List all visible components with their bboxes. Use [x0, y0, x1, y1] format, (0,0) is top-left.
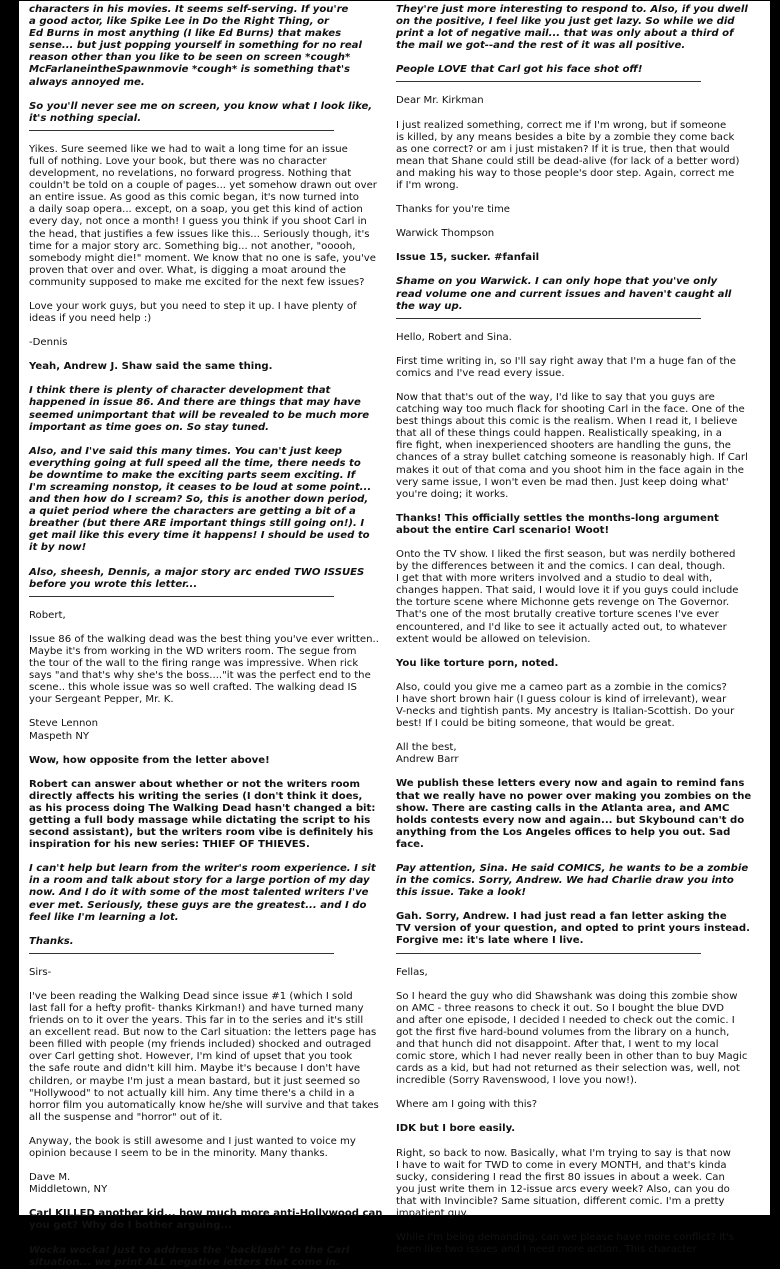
- letter-paragraph: [396, 1148, 734, 1221]
- text-line: encountered, and I'd like to see it actually acted out, to whatever: [396, 621, 727, 633]
- paragraph-gap: [396, 1220, 734, 1232]
- text-line: Also, could you give me a cameo part as a zombie in the comics?: [396, 681, 727, 693]
- letter-paragraph: [29, 633, 379, 707]
- text-line: friends on to it over the years. This far in to the series and it's still: [29, 1015, 364, 1027]
- text-line: extent would be allowed on television.: [396, 633, 591, 645]
- paragraph-gap: [29, 289, 367, 301]
- text-line: cards as a kid, but had not returned as their selection was, well, not: [396, 1063, 740, 1075]
- editor-response: [29, 863, 376, 923]
- paragraph-gap: [396, 192, 734, 204]
- text-line: chances of a stray bullet catching someone is reasonably high. If Carl: [396, 452, 748, 464]
- text-line: Carl KILLED another kid... how much more anti-Hollywood can: [29, 1208, 383, 1220]
- text-line: community supposed to make me excited for the next few issues?: [29, 276, 365, 288]
- text-line: print a lot of negative mail... that was only about a third of: [396, 28, 734, 40]
- paragraph-gap: [29, 325, 367, 337]
- text-line: Warwick Thompson: [396, 228, 495, 240]
- editor-response: [29, 755, 367, 767]
- text-line: and that hunch did not disappoint. After that, I went to my local: [396, 1039, 719, 1050]
- editor-response: [396, 4, 748, 52]
- text-line: if I'm wrong.: [396, 180, 459, 192]
- text-line: in a room and talk about story for a large portion of my day: [29, 875, 370, 887]
- text-line: best! If I could be biting someone, that would be great.: [396, 718, 675, 730]
- paragraph-gap: [29, 767, 367, 779]
- letter-paragraph: [396, 332, 734, 344]
- paragraph-gap: [396, 1111, 734, 1123]
- text-line: I've been reading the Walking Dead since issue #1 (which I sold: [29, 990, 353, 1002]
- paragraph-gap: [396, 646, 734, 658]
- text-line: changes happen. That said, I would love it if you guys could include: [396, 585, 739, 597]
- paragraph-gap: [29, 622, 367, 634]
- letter-paragraph: [29, 301, 367, 325]
- text-line: face.: [396, 838, 424, 850]
- text-line: That's one of the most brutally creative torture scenes I've ever: [396, 609, 719, 621]
- section-divider: [396, 318, 701, 319]
- text-line: as his process doing The Walking Dead hasn't changed a bit:: [29, 802, 376, 814]
- paragraph-gap: [396, 979, 734, 991]
- text-line: They're just more interesting to respond to. Also, if you dwell: [396, 4, 748, 15]
- paragraph-gap: [29, 743, 367, 755]
- text-line: as one correct? or am i just mistaken? If it is true, then that would: [396, 143, 730, 155]
- paragraph-gap: [29, 1233, 367, 1245]
- text-line: comics and I've read every issue.: [396, 367, 565, 379]
- paragraph-gap: [396, 240, 734, 252]
- editor-response: [29, 1245, 367, 1269]
- editor-response: [396, 252, 734, 264]
- text-line: ideas if you need help :): [29, 313, 152, 325]
- letter-paragraph: [29, 1136, 367, 1160]
- letter-paragraph: [396, 967, 734, 979]
- text-line: I think there is plenty of character development that: [29, 385, 331, 397]
- text-line: in the comics. Sorry, Andrew. We had Charlie draw you into: [396, 875, 734, 887]
- text-line: Issue 15, sucker. #fanfail: [396, 252, 540, 264]
- text-line: been like two issues and I need more action. This character: [396, 1244, 697, 1256]
- text-line: a daily soap opera... except, on a soap, you get this kind of action: [29, 204, 363, 216]
- letter-paragraph: [396, 990, 748, 1088]
- text-line: everything going at full speed all the time, there needs to: [29, 457, 361, 469]
- letters-page: [18, 0, 771, 1268]
- letter-paragraph: [396, 682, 734, 730]
- text-line: catching way too much flack for shooting Carl in the face. One of the: [396, 404, 745, 416]
- text-line: So you'll never see me on screen, you know what I look like,: [29, 100, 373, 112]
- letter-paragraph: [396, 742, 734, 766]
- text-line: People LOVE that Carl got his face shot off!: [396, 64, 643, 76]
- text-line: important as time goes on. So stay tuned.: [29, 421, 270, 433]
- text-line: Anyway, the book is still awesome and I just wanted to voice my: [29, 1135, 356, 1147]
- letter-paragraph: [396, 95, 734, 107]
- text-line: -Dennis: [29, 337, 68, 349]
- editor-response: [29, 567, 367, 591]
- text-line: all the suspense and "horror" out of it.: [29, 1111, 223, 1123]
- text-line: it's nothing special.: [29, 112, 142, 124]
- text-line: proven that over and over. What, is digging a moat around the: [29, 264, 346, 276]
- letter-paragraph: [29, 337, 367, 349]
- paragraph-gap: [396, 380, 734, 392]
- text-line: sense... but just popping yourself in something for no real: [29, 40, 362, 52]
- text-line: I get that with more writers involved and a studio to deal with,: [396, 573, 713, 585]
- editor-response: [29, 385, 370, 433]
- text-line: holds contests every now and again... but Skybound can't do: [396, 814, 745, 826]
- text-line: always annoyed me.: [29, 76, 145, 88]
- text-line: Forgive me: it's late where I live.: [396, 935, 584, 947]
- paragraph-gap: [29, 373, 367, 385]
- paragraph-gap: [396, 537, 734, 549]
- text-line: I'm screaming nonstop, it ceases to be loud at some point...: [29, 482, 372, 493]
- paragraph-gap: [29, 979, 367, 991]
- left-column: [29, 4, 383, 1269]
- paragraph-gap: [396, 108, 734, 120]
- text-line: Fellas,: [396, 966, 428, 978]
- editor-response: [29, 445, 372, 555]
- text-line: directly affects his writing the series (I don't think it does,: [29, 790, 363, 802]
- text-line: "Hollywood" to not actually kill him. Any time there's a child in a: [29, 1087, 355, 1099]
- text-line: Maybe it's from working in the WD writers room. The segue from: [29, 645, 357, 657]
- paragraph-gap: [396, 730, 734, 742]
- text-line: IDK but I bore easily.: [396, 1123, 516, 1135]
- text-line: get mail like this every time it happens! I should be used to: [29, 530, 370, 542]
- text-line: situation... we print ALL negative letters that come in.: [29, 1256, 340, 1268]
- editor-response: [29, 361, 367, 373]
- letter-paragraph: [29, 718, 367, 742]
- text-line: couldn't be told on a couple of pages... yet somehow drawn out over: [29, 180, 377, 192]
- text-line: now. And I do it with some of the most talented writers I've: [29, 887, 369, 899]
- paragraph-gap: [396, 1136, 734, 1148]
- editor-response: [396, 64, 734, 76]
- text-line: reason other than you like to be seen on screen *cough*: [29, 52, 351, 64]
- text-line: comic store, which I had never really been in other than to buy Magic: [396, 1051, 748, 1063]
- section-divider: [396, 81, 701, 82]
- letter-paragraph: [29, 990, 379, 1124]
- text-line: the mail we got--and the rest of it was all positive.: [396, 40, 686, 52]
- text-line: the tour of the wall to the firing range was impressive. When rick: [29, 658, 359, 670]
- paragraph-gap: [396, 264, 734, 276]
- text-line: sucky, considering I read the first 80 issues in about a week. Can: [396, 1171, 725, 1183]
- editor-response: [396, 911, 750, 947]
- text-line: second assistant), but the writers room vibe is definitely his: [29, 827, 374, 839]
- text-line: the head, that justifies a few issues like this... Seriously though, it's: [29, 228, 370, 240]
- text-line: you're doing; it works.: [396, 488, 509, 500]
- text-line: Thanks for you're time: [396, 204, 511, 216]
- paragraph-gap: [396, 501, 734, 513]
- text-line: characters in his movies. It seems self-serving. If you're: [29, 4, 349, 15]
- text-line: and after one episode, I decided I needed to check out the comic. I: [396, 1014, 735, 1026]
- text-line: Wocka wocka! Just to address the "backlash" to the Carl: [29, 1244, 350, 1256]
- section-divider: [29, 596, 334, 597]
- text-line: happened in issue 86. And there are things that may have: [29, 397, 361, 409]
- editor-response: [29, 100, 373, 125]
- editor-response: [396, 276, 734, 312]
- paragraph-gap: [396, 1087, 734, 1099]
- right-column: [396, 4, 752, 1256]
- text-line: Thanks.: [29, 935, 74, 947]
- paragraph-gap: [396, 216, 734, 228]
- text-line: Yeah, Andrew J. Shaw said the same thing.: [29, 361, 273, 373]
- text-line: I just realized something, correct me if I'm wrong, but if someone: [396, 119, 727, 131]
- text-line: You like torture porn, noted.: [396, 657, 559, 669]
- text-line: While I'm being demanding, can we please have more conflict? It's: [396, 1232, 735, 1244]
- text-line: an excellent read. But now to the Carl situation: the letters page has: [29, 1027, 377, 1039]
- paragraph-gap: [29, 1160, 367, 1172]
- letter-paragraph: [29, 967, 367, 979]
- paragraph-gap: [29, 1196, 367, 1208]
- text-line: been filled with people (my friends included) shocked and outraged: [29, 1039, 372, 1051]
- editor-response: [396, 658, 734, 670]
- letter-paragraph: [396, 549, 739, 646]
- text-line: Robert can answer about whether or not the writers room: [29, 778, 361, 790]
- paragraph-gap: [396, 52, 734, 64]
- text-line: feel like I'm learning a lot.: [29, 911, 179, 923]
- text-line: and then how do I scream? So, this is another down period,: [29, 494, 369, 506]
- text-line: fire fight, when inexperienced shooters are handling the guns, the: [396, 440, 732, 452]
- paragraph-gap: [396, 670, 734, 682]
- text-line: Pay attention, Sina. He said COMICS, he wants to be a zombie: [396, 862, 749, 874]
- letter-paragraph: [29, 1172, 367, 1196]
- text-line: horror film you automatically know he/she will survive and that takes: [29, 1099, 379, 1111]
- paragraph-gap: [29, 851, 367, 863]
- text-line: All the best,: [396, 742, 457, 754]
- text-line: the safe route and didn't kill him. Maybe it's because I don't have: [29, 1063, 361, 1075]
- text-line: I can't help but learn from the writer's room experience. I sit: [29, 863, 376, 875]
- text-line: somebody might die!" moment. We know that no one is safe, you've: [29, 252, 376, 264]
- text-line: So I heard the guy who did Shawshank was doing this zombie show: [396, 990, 738, 1002]
- text-line: Where am I going with this?: [396, 1099, 538, 1111]
- text-line: read volume one and current issues and haven't caught all: [396, 288, 732, 300]
- editor-response: [396, 862, 749, 899]
- text-line: getting a full body massage while dictating the script to his: [29, 814, 371, 826]
- editor-response: [29, 4, 367, 89]
- paragraph-gap: [396, 899, 734, 911]
- paragraph-gap: [396, 851, 734, 863]
- text-line: show. There are casting calls in the Atlanta area, and AMC: [396, 802, 730, 814]
- text-line: children, or maybe I'm just a mean bastard, but it just seemed so: [29, 1075, 361, 1087]
- text-line: the torture scene where Michonne gets revenge on The Governor.: [396, 597, 730, 609]
- paragraph-gap: [29, 555, 367, 567]
- paragraph-gap: [396, 344, 734, 356]
- text-line: Love your work guys, but you need to step it up. I have plenty of: [29, 300, 357, 312]
- letter-paragraph: [396, 356, 734, 380]
- letter-paragraph: [29, 610, 367, 622]
- text-line: Issue 86 of the walking dead was the best thing you've ever written..: [29, 633, 379, 645]
- text-line: by the differences between it and the comics. I can deal, though.: [396, 561, 726, 573]
- letter-paragraph: [396, 391, 748, 501]
- text-line: opinion because I seem to be in the minority. Many thanks.: [29, 1148, 328, 1160]
- text-line: impatient guy.: [396, 1208, 469, 1220]
- text-line: I have to wait for TWD to come in every MONTH, and that's kinda: [396, 1159, 727, 1171]
- text-line: that all of these things could happen. Realistically speaking, in a: [396, 428, 722, 440]
- text-line: Maspeth NY: [29, 730, 90, 742]
- text-line: a good actor, like Spike Lee in Do the Right Thing, or: [29, 16, 330, 28]
- text-line: about the entire Carl scenario! Woot!: [396, 524, 610, 536]
- text-line: time for a major story arc. Something big... not another, "ooooh,: [29, 240, 356, 252]
- text-line: Ed Burns in most anything (I like Ed Burns) that makes: [29, 28, 342, 40]
- text-line: Dear Mr. Kirkman: [396, 95, 484, 107]
- text-line: very same issue, I won't even be mad then. Just keep doing what': [396, 476, 729, 488]
- editor-response: [29, 778, 376, 852]
- text-line: that with Invincible? Same situation, different comic. I'm a pretty: [396, 1195, 725, 1207]
- text-line: Middletown, NY: [29, 1184, 108, 1196]
- text-line: Wow, how opposite from the letter above!: [29, 754, 270, 766]
- text-line: mean that Shane could still be dead-alive (for lack of a better word): [396, 155, 740, 167]
- editor-response: [396, 513, 734, 537]
- text-line: inspiration for his new series: THIEF OF THIEVES.: [29, 839, 310, 851]
- text-line: TV version of your question, and opted to print yours instead.: [396, 923, 750, 935]
- paragraph-gap: [396, 766, 734, 778]
- section-divider: [29, 130, 334, 131]
- text-line: Also, and I've said this many times. You can't just keep: [29, 445, 343, 457]
- text-line: you just write them in 12-issue arcs every week? Also, can you do: [396, 1183, 730, 1195]
- text-line: on the positive, I feel like you just get lazy. So while we did: [396, 16, 735, 28]
- text-line: a quiet period where the characters are getting a bit of a: [29, 506, 356, 518]
- editor-response: [29, 1208, 383, 1232]
- text-line: Robert,: [29, 609, 66, 621]
- text-line: best things about this comic is the realism. When I read it, I believe: [396, 416, 738, 428]
- paragraph-gap: [29, 1124, 367, 1136]
- text-line: development, no revelations, no forward progress. Nothing that: [29, 168, 352, 180]
- text-line: full of nothing. Love your book, but there was no character: [29, 155, 327, 167]
- text-line: Sirs-: [29, 966, 52, 978]
- text-line: Yikes. Sure seemed like we had to wait a long time for an issue: [29, 143, 348, 155]
- text-line: scene.. this whole issue was so well crafted. The walking dead IS: [29, 682, 357, 694]
- text-line: Right, so back to now. Basically, what I'm trying to say is that now: [396, 1147, 731, 1159]
- paragraph-gap: [29, 89, 367, 101]
- letter-paragraph: [396, 1099, 734, 1111]
- text-line: Also, sheesh, Dennis, a major story arc ended TWO ISSUES: [29, 566, 365, 578]
- text-line: an entire issue. As good as this comic began, it's now turned into: [29, 192, 359, 204]
- text-line: says "and that's why she's the boss...."it was the perfect end to the: [29, 670, 371, 682]
- letter-paragraph: [29, 143, 377, 289]
- text-line: We publish these letters every now and again to remind fans: [396, 778, 745, 790]
- text-line: on AMC - three reasons to check it out. So I bought the blue DVD: [396, 1002, 725, 1014]
- text-line: got the first five hard-bound volumes from the library on a hunch,: [396, 1026, 730, 1038]
- text-line: First time writing in, so I'll say right away that I'm a huge fan of the: [396, 355, 736, 367]
- text-line: that we really have no power over making you zombies on the: [396, 790, 752, 802]
- editor-response: [29, 936, 367, 948]
- text-line: this issue. Take a look!: [396, 887, 527, 899]
- text-line: incredible (Sorry Ravenswood, I love you now!).: [396, 1075, 638, 1087]
- letter-paragraph: [396, 204, 734, 216]
- text-line: Thanks! This officially settles the months-long argument: [396, 512, 719, 524]
- text-line: V-necks and tightish pants. My ancestry is Italian-Scottish. Do your: [396, 706, 735, 718]
- paragraph-gap: [29, 434, 367, 446]
- text-line: the way up.: [396, 300, 463, 312]
- section-divider: [29, 953, 334, 954]
- text-line: every day, not once a month! I guess you think if you shoot Carl in: [29, 216, 367, 228]
- letter-paragraph: [396, 228, 734, 240]
- text-line: your Sergeant Pepper, Mr. K.: [29, 694, 174, 706]
- paragraph-gap: [29, 706, 367, 718]
- text-line: and making his way to those people's door step. Again, correct me: [396, 167, 735, 179]
- text-line: makes it out of that coma and you shoot him in the face again in the: [396, 464, 744, 476]
- text-line: be downtime to make the exciting parts seem exciting. If: [29, 469, 356, 481]
- text-line: seemed unimportant that will be revealed to be much more: [29, 409, 370, 421]
- editor-response: [396, 1123, 734, 1135]
- text-line: you get? Why do I bother arguing...: [29, 1220, 232, 1232]
- text-line: Dave M.: [29, 1172, 71, 1184]
- text-line: before you wrote this letter...: [29, 578, 198, 590]
- paragraph-gap: [29, 349, 367, 361]
- text-line: is killed, by any means besides a bite by a zombie they come back: [396, 131, 735, 143]
- text-line: anything from the Los Angeles offices to help you out. Sad: [396, 826, 731, 838]
- text-line: I have short brown hair (I guess colour is kind of irrelevant), wear: [396, 693, 727, 705]
- text-line: Shame on you Warwick. I can only hope that you've only: [396, 276, 718, 288]
- text-line: last fall for a hefty profit- thanks Kirkman!) and have turned many: [29, 1003, 364, 1014]
- text-line: breather (but there ARE important things still going on!). I: [29, 518, 365, 530]
- paragraph-gap: [29, 924, 367, 936]
- section-divider: [396, 953, 701, 954]
- text-line: Onto the TV show. I liked the first season, but was nerdily bothered: [396, 549, 736, 560]
- letter-paragraph: [396, 119, 740, 193]
- text-line: McFarlaneintheSpawnmovie *cough* is something that's: [29, 64, 351, 76]
- letter-paragraph: [396, 1232, 734, 1256]
- text-line: Now that that's out of the way, I'd like to say that you guys are: [396, 391, 715, 403]
- text-line: it by now!: [29, 542, 87, 554]
- editor-response: [396, 778, 752, 851]
- text-line: Andrew Barr: [396, 754, 459, 766]
- text-line: Hello, Robert and Sina.: [396, 331, 512, 343]
- text-line: Gah. Sorry, Andrew. I had just read a fan letter asking the: [396, 911, 727, 923]
- text-line: ever met. Seriously, these guys are the greatest... and I do: [29, 899, 367, 911]
- text-line: over Carl getting shot. However, I'm kind of upset that you took: [29, 1051, 353, 1063]
- text-line: Steve Lennon: [29, 718, 98, 730]
